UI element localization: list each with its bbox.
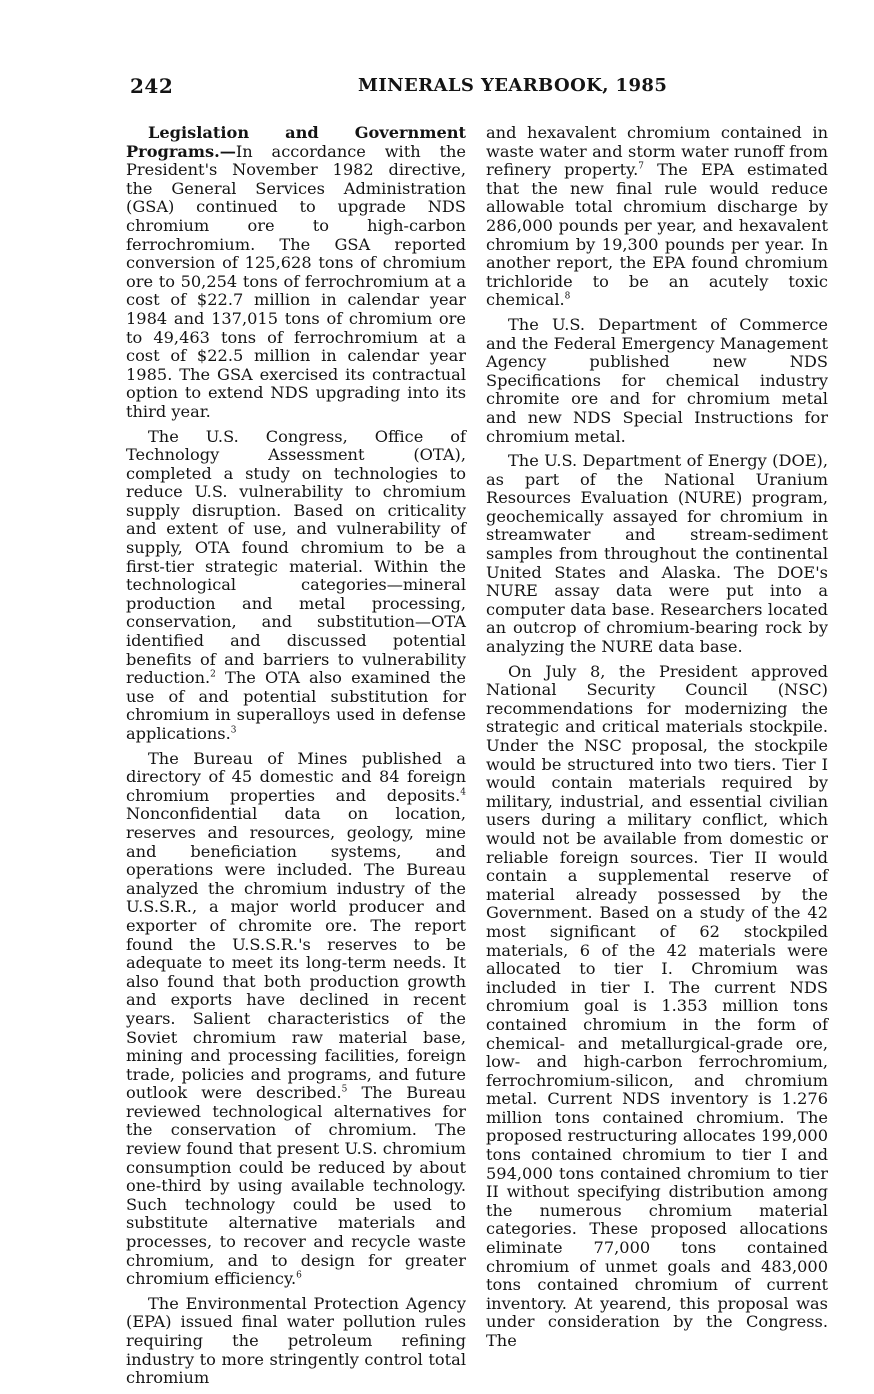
paragraph-text: On July 8, the President approved National Security Council (NSC) recommendations for modernizing the strategic and critical materials stockpile. Under the NSC proposal, the stockpile would be structured into two tiers. Tier I would contain materials required by military, industrial, and essential civilian users during a military conflict, which would not be available from domestic or reliable foreign sources. Tier II would contain a supplemental reserve of material already possessed by the Government. Based on a study of the 42 most significant of 62 stockpiled materials, 6 of the 42 materials were allocated to tier I. Chromium was included in tier I. The current NDS chromium goal is 1.353 million tons contained chromium in the form of chemical- and metallurgical-grade ore, low- and high-carbon ferrochromium, ferrochromium-silicon, and chromium metal. Current NDS inventory is 1.276 million tons contained chromium. The proposed restructuring allocates 199,000 tons contained chromium to tier I and 594,000 tons contained chromium to tier II without specifying distribution among the numerous chromium material categories. These proposed allocations eliminate 77,000 tons contained chromium of unmet goals and 483,000 tons contained chromium of current inventory. At yearend, this proposal was under consideration by the Congress. The (486, 661, 828, 1350)
paragraph-text: Nonconfidential data on location, reserves and resources, geology, mine and beneficiation systems, and operations were included. The Bureau analyzed the chromium industry of the U.S.S.R., a major world producer and exporter of chromite ore. The report found the U.S.S.R.'s reserves to be adequate to meet its long-term needs. It also found that both production growth and exports have declined in recent years. Salient characteristics of the Soviet chromium raw material base, mining and processing facilities, foreign trade, policies and programs, and future outlook were described. (126, 804, 466, 1103)
paragraph-legislation (126, 124, 466, 422)
paragraph-text: The Bureau reviewed technological alternatives for the conservation of chromium. The review found that present U.S. chromium consumption could be reduced by about one-third by using available technology. Such technology could be used to substitute alternative materials and processes, to recover and recycle waste chromium, and to design for greater chromium efficiency. (126, 1083, 466, 1289)
paragraph-doe-nure (486, 452, 828, 657)
footnote-ref: 2 (210, 669, 216, 680)
footnote-ref: 6 (296, 1270, 302, 1281)
paragraph-ota-study (126, 428, 466, 744)
section-heading: Legislation and Government Programs.— (126, 123, 466, 161)
page-number: 242 (130, 74, 174, 98)
left-column (126, 124, 466, 1394)
footnote-ref: 4 (460, 787, 466, 798)
paragraph-text: The Environmental Protection Agency (EPA) issued final water pollution rules requiring the petroleum refining industry to more stringently control total chromium (126, 1293, 466, 1388)
paragraph-text: The Bureau of Mines published a directory of 45 domestic and 84 foreign chromium properties and deposits. (126, 748, 466, 805)
paragraph-text: The U.S. Department of Commerce and the Federal Emergency Management Agency published new NDS Specifications for chemical industry chromite ore and for chromium metal and new NDS Special Instructions for chromium metal. (486, 314, 828, 446)
footnote-ref: 7 (638, 161, 644, 172)
paragraph-epa (126, 1295, 466, 1388)
paragraph-text: The EPA estimated that the new final rule would reduce allowable total chromium discharge by 286,000 pounds per year, and hexavalent chromium by 19,300 pounds per year. In another report, the EPA found chromium trichloride to be an acutely toxic chemical. (486, 160, 828, 310)
paragraph-text: and hexavalent chromium contained in waste water and storm water runoff from refinery property. (486, 123, 828, 180)
footnote-ref: 5 (341, 1084, 348, 1095)
paragraph-epa-continued (486, 124, 828, 310)
paragraph-text: The U.S. Congress, Office of Technology Assessment (OTA), completed a study on technologies to reduce U.S. vulnerability to chromium supply disruption. Based on criticality and extent of use, and vulnerability of supply, OTA found chromium to be a first-tier strategic material. Within the technological categories—mineral production and metal processing, conservation, and substitution—OTA identified and discussed potential benefits of and barriers to vulnerability reduction. (126, 426, 466, 688)
paragraph-bureau-of-mines (126, 750, 466, 1289)
paragraph-nsc-stockpile (486, 663, 828, 1351)
running-title: MINERALS YEARBOOK, 1985 (358, 75, 668, 96)
footnote-ref: 3 (230, 725, 237, 736)
right-column (486, 124, 828, 1357)
paragraph-text: In accordance with the President's November 1982 directive, the General Services Administration (GSA) continued to upgrade NDS chromium ore to high-carbon ferrochromium. The GSA reported conversion of 125,628 tons of chromium ore to 50,254 tons of ferrochromium at a cost of $22.7 million in calendar year 1984 and 137,015 tons of chromium ore to 49,463 tons of ferrochromium at a cost of $22.5 million in calendar year 1985. The GSA exercised its contractual option to extend NDS upgrading into its third year. (126, 141, 466, 421)
paragraph-commerce-fema (486, 316, 828, 446)
page-header (0, 0, 874, 110)
paragraph-text: The U.S. Department of Energy (DOE), as part of the National Uranium Resources Evaluation (NURE) program, geochemically assayed for chromium in streamwater and stream-sediment samples from throughout the continental United States and Alaska. The DOE's NURE assay data were put into a computer data base. Researchers located an outcrop of chromium-bearing rock by analyzing the NURE data base. (486, 451, 828, 657)
footnote-ref: 8 (564, 291, 571, 302)
paragraph-text: The OTA also examined the use of and potential substitution for chromium in superalloys used in defense applications. (126, 668, 466, 743)
